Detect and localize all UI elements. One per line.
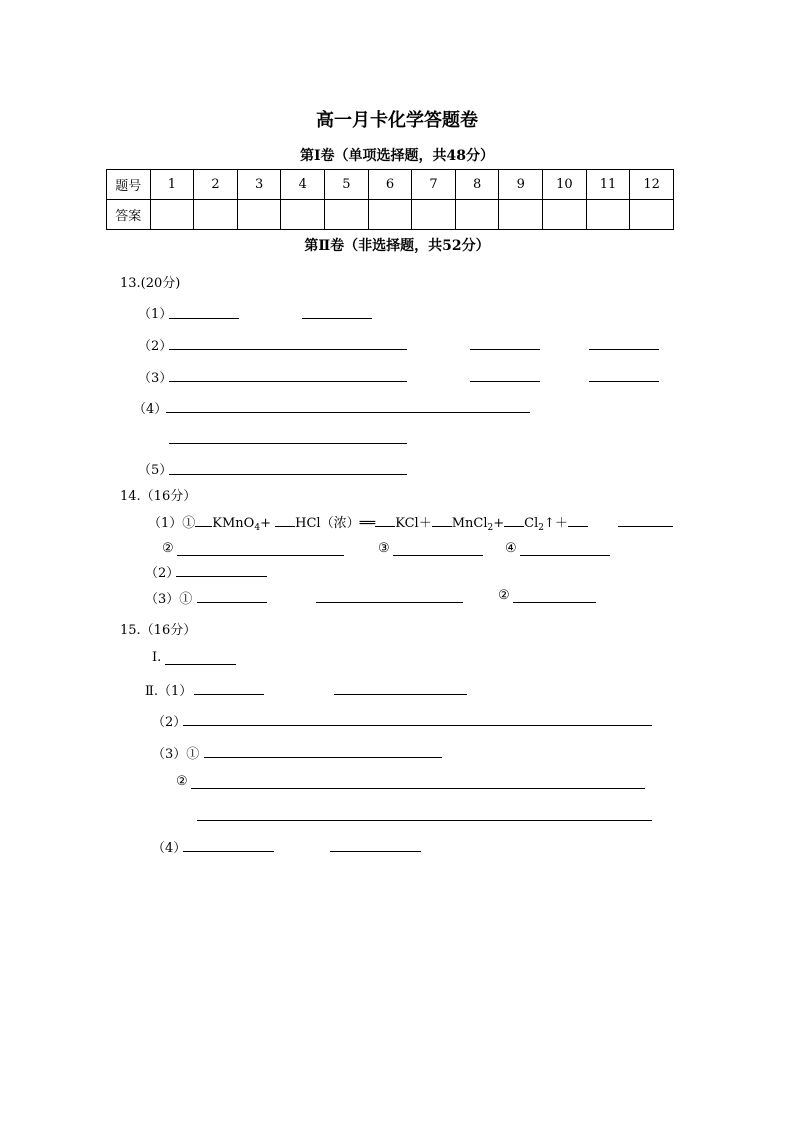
formula-kcl: KCl＋ — [395, 516, 432, 531]
plus-sign: + — [260, 516, 271, 531]
q14-part1-label: （1）① — [148, 516, 196, 531]
answer-cell[interactable] — [325, 200, 369, 230]
question-number-cell: 5 — [325, 170, 369, 200]
formula-hcl: HCl（浓） — [295, 516, 360, 531]
answer-blank[interactable] — [169, 318, 239, 319]
answer-blank[interactable] — [176, 576, 267, 577]
q15-part2-label: （2） — [152, 715, 187, 730]
question-number-cell: 7 — [412, 170, 456, 200]
subscript: 4 — [254, 523, 261, 533]
plus-sign: + — [493, 516, 505, 531]
q13-part2-label: （2） — [138, 339, 173, 354]
question-number-cell: 11 — [586, 170, 630, 200]
answer-blank[interactable] — [166, 412, 530, 413]
question-number-cell: 4 — [281, 170, 325, 200]
question-number-cell: 8 — [455, 170, 499, 200]
answer-blank[interactable] — [169, 349, 407, 350]
q15-section1-label: Ⅰ. — [152, 650, 162, 665]
answer-blank[interactable] — [316, 602, 463, 603]
question-number-cell: 3 — [237, 170, 281, 200]
answer-blank[interactable] — [470, 381, 540, 382]
answer-blank[interactable] — [169, 381, 407, 382]
q13-part4-label: （4） — [133, 402, 168, 417]
answer-blank[interactable] — [169, 443, 407, 444]
subscript: 2 — [538, 523, 544, 533]
answer-blank[interactable] — [393, 555, 483, 556]
answer-cell[interactable] — [543, 200, 587, 230]
coefficient-blank[interactable] — [195, 513, 212, 527]
answer-blank[interactable] — [165, 664, 236, 665]
answer-blank[interactable] — [520, 555, 610, 556]
answer-blank[interactable] — [169, 474, 407, 475]
answer-blank[interactable] — [197, 820, 652, 821]
answer-cell[interactable] — [499, 200, 543, 230]
answer-blank[interactable] — [513, 602, 596, 603]
question-number-cell: 1 — [150, 170, 194, 200]
answer-blank[interactable] — [589, 349, 659, 350]
q13-part1-label: （1） — [138, 307, 173, 322]
formula-cl2: Cl — [524, 516, 539, 531]
coefficient-blank[interactable] — [275, 513, 295, 527]
answer-cell[interactable] — [194, 200, 238, 230]
table-row-numbers — [107, 170, 674, 200]
q14-part2-label: （2） — [145, 566, 180, 581]
part1-title: 第Ⅰ卷（单项选择题，共48分） — [299, 148, 495, 164]
part2-title: 第Ⅱ卷（非选择题，共52分） — [304, 238, 490, 254]
answer-blank[interactable] — [183, 725, 652, 726]
q14-heading: 14.（16分） — [120, 489, 197, 504]
answer-blank[interactable] — [302, 318, 372, 319]
answer-cell[interactable] — [586, 200, 630, 230]
q14-circle4-label: ④ — [505, 541, 517, 556]
q14-part3-label: （3）① — [145, 592, 193, 607]
answer-cell[interactable] — [368, 200, 412, 230]
q13-heading: 13.(20分) — [120, 276, 181, 291]
formula-mncl2: MnCl — [451, 516, 488, 531]
answer-cell[interactable] — [150, 200, 194, 230]
subscript: 2 — [487, 523, 494, 533]
q15-heading: 15.（16分） — [120, 623, 197, 638]
answer-blank[interactable] — [470, 349, 540, 350]
question-number-cell: 12 — [630, 170, 674, 200]
coefficient-blank[interactable] — [568, 513, 588, 527]
answer-blank[interactable] — [197, 602, 267, 603]
answer-blank[interactable] — [330, 851, 421, 852]
q15-part3-circle2-label: ② — [176, 774, 188, 789]
answer-blank[interactable] — [177, 555, 344, 556]
q14-part3-circle2-label: ② — [498, 588, 510, 603]
gas-arrow: ↑＋ — [543, 516, 568, 531]
q13-part3-label: （3） — [138, 371, 173, 386]
q14-circle3-label: ③ — [378, 541, 390, 556]
question-number-cell: 6 — [368, 170, 412, 200]
answer-cell[interactable] — [281, 200, 325, 230]
formula-kmno4: KMnO — [212, 516, 255, 531]
coefficient-blank[interactable] — [432, 513, 452, 527]
table-header-cell: 题号 — [107, 170, 151, 200]
answer-blank[interactable] — [183, 851, 274, 852]
q13-part5-label: （5） — [138, 463, 173, 478]
answer-blank[interactable] — [204, 757, 442, 758]
q15-part3-label: （3）① — [152, 747, 200, 762]
table-header-cell: 答案 — [107, 200, 151, 230]
page-title: 高一月卡化学答题卷 — [316, 110, 478, 131]
answer-blank[interactable] — [334, 694, 467, 695]
coefficient-blank[interactable] — [375, 513, 395, 527]
answer-cell[interactable] — [455, 200, 499, 230]
question-number-cell: 9 — [499, 170, 543, 200]
coefficient-blank[interactable] — [504, 513, 524, 527]
answer-blank[interactable] — [618, 526, 673, 527]
question-number-cell: 2 — [194, 170, 238, 200]
q14-equation-row — [148, 512, 588, 531]
answer-cell[interactable] — [412, 200, 456, 230]
q15-part4-label: （4） — [152, 841, 187, 856]
question-number-cell: 10 — [543, 170, 587, 200]
answer-cell[interactable] — [630, 200, 674, 230]
q14-circle2-label: ② — [162, 541, 174, 556]
answer-blank[interactable] — [191, 788, 645, 789]
answer-blank[interactable] — [589, 381, 659, 382]
answer-cell[interactable] — [237, 200, 281, 230]
answer-blank[interactable] — [194, 694, 264, 695]
answer-table — [106, 169, 674, 230]
reaction-arrow: ══ — [359, 516, 376, 531]
q15-section2-part1-label: Ⅱ.（1） — [145, 684, 193, 699]
table-row-answers — [107, 200, 674, 230]
